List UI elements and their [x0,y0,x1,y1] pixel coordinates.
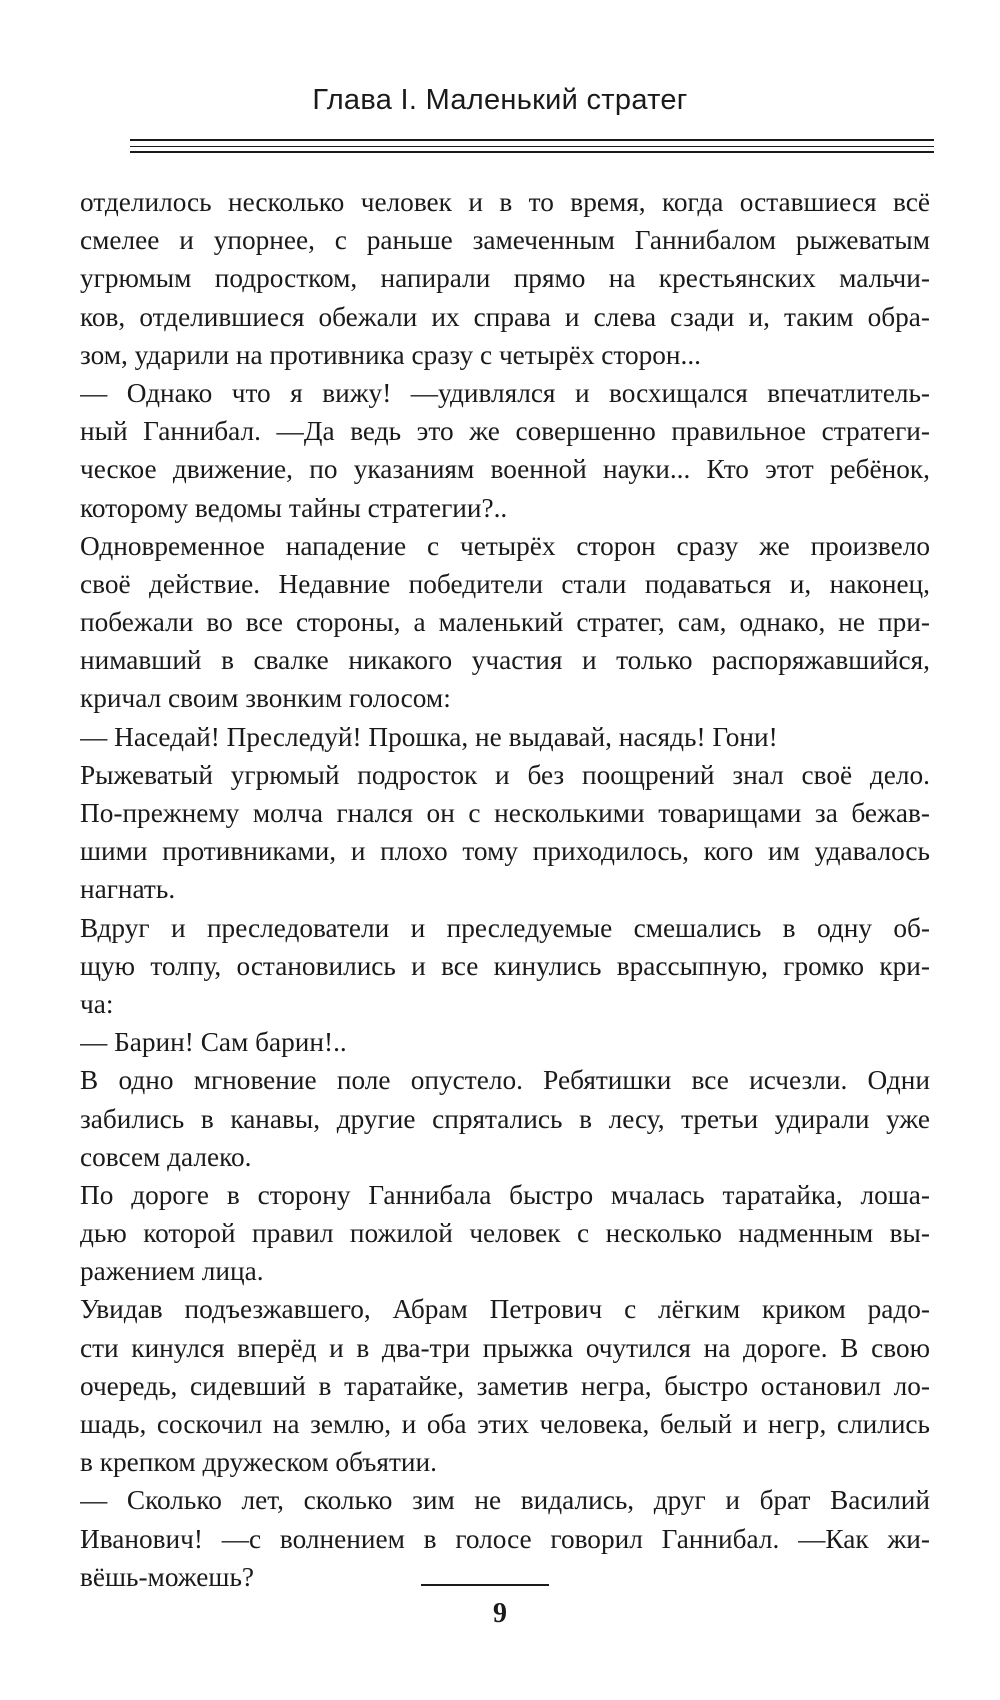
text-line: угрюмым подростком, напирали прямо на крестьянских мальчи- [80,263,930,294]
header-rule-bottom [130,151,934,153]
text-line: кричал своим звонким голосом: [80,683,451,714]
text-line: — Однако что я вижу! —удивлялся и восхищался впечатлитель- [80,377,930,408]
text-line: побежали во все стороны, а маленький стратег, сам, однако, не при- [80,607,930,638]
text-line: нагнать. [80,874,176,905]
text-line: ча: [80,988,114,1019]
text-line: сти кинулся вперёд и в два-три прыжка очутился на дороге. В свою [80,1332,930,1363]
text-line: ков, отделившиеся обежали их справа и слева сзади и, таким обра- [80,301,930,332]
page-number: 9 [493,1598,507,1629]
text-line: смелее и упорнее, с раньше замеченным Ганнибалом рыжеватым [80,225,930,256]
text-line: — Наседай! Преследуй! Прошка, не выдавай, насядь! Гони! [80,721,778,752]
text-line: Одновременное нападение с четырёх сторон сразу же произвело [80,530,930,561]
text-line: В одно мгновение поле опустело. Ребятишки все исчезли. Одни [80,1065,930,1096]
text-line: По дороге в сторону Ганнибала быстро мчалась таратайка, лоша- [80,1179,930,1210]
header-rule-top [130,139,934,141]
text-line: нимавший в свалке никакого участия и только распоряжавшийся, [80,645,930,676]
text-line: шадь, соскочил на землю, и оба этих человека, белый и негр, слились [80,1409,930,1439]
body-text [80,183,930,1596]
text-line: щую толпу, остановились и все кинулись врассыпную, громко кри- [80,950,930,981]
text-line: Вдруг и преследователи и преследуемые смешались в одну об- [80,912,930,943]
text-line: шими противниками, и плохо тому приходилось, кого им удавалось [80,836,930,867]
text-line: — Сколько лет, сколько зим не видались, друг и брат Василий [80,1485,930,1516]
text-line: ческое движение, по указаниям военной науки... Кто этот ребёнок, [80,454,930,485]
footer-rule [421,1584,549,1586]
text-line: которому ведомы тайны стратегии?.. [80,492,508,523]
text-line: отделилось несколько человек и в то время, когда оставшиеся всё [80,187,930,217]
text-line: вёшь-можешь? [80,1561,255,1592]
text-line: своё действие. Недавние победители стали подаваться и, наконец, [80,568,930,599]
running-header: Глава I. Маленький стратег [312,84,688,116]
text-line: ный Ганнибал. —Да ведь это же совершенно правильное стратеги- [80,416,930,447]
text-line: Иванович! —с волнением в голосе говорил Ганнибал. —Как жи- [80,1523,930,1554]
text-line: совсем далеко. [80,1141,252,1172]
text-line: Рыжеватый угрюмый подросток и без поощрений знал своё дело. [80,759,930,790]
text-line: дью которой правил пожилой человек с несколько надменным вы- [80,1218,930,1249]
text-line: в крепком дружеском объятии. [80,1447,437,1478]
text-line: Увидав подъезжавшего, Абрам Петрович с лёгким криком радо- [80,1294,930,1325]
text-line: По-прежнему молча гнался он с несколькими товарищами за бежав- [80,798,930,828]
text-line: забились в канавы, другие спрятались в лесу, третьи удирали уже [80,1103,930,1134]
text-line: очередь, сидевший в таратайке, заметив негра, быстро остановил ло- [80,1370,930,1401]
text-line: — Барин! Сам барин!.. [80,1027,347,1058]
header-rule-middle [130,146,934,147]
text-line: зом, ударили на противника сразу с четырёх сторон... [80,339,702,370]
text-line: ражением лица. [80,1256,264,1287]
